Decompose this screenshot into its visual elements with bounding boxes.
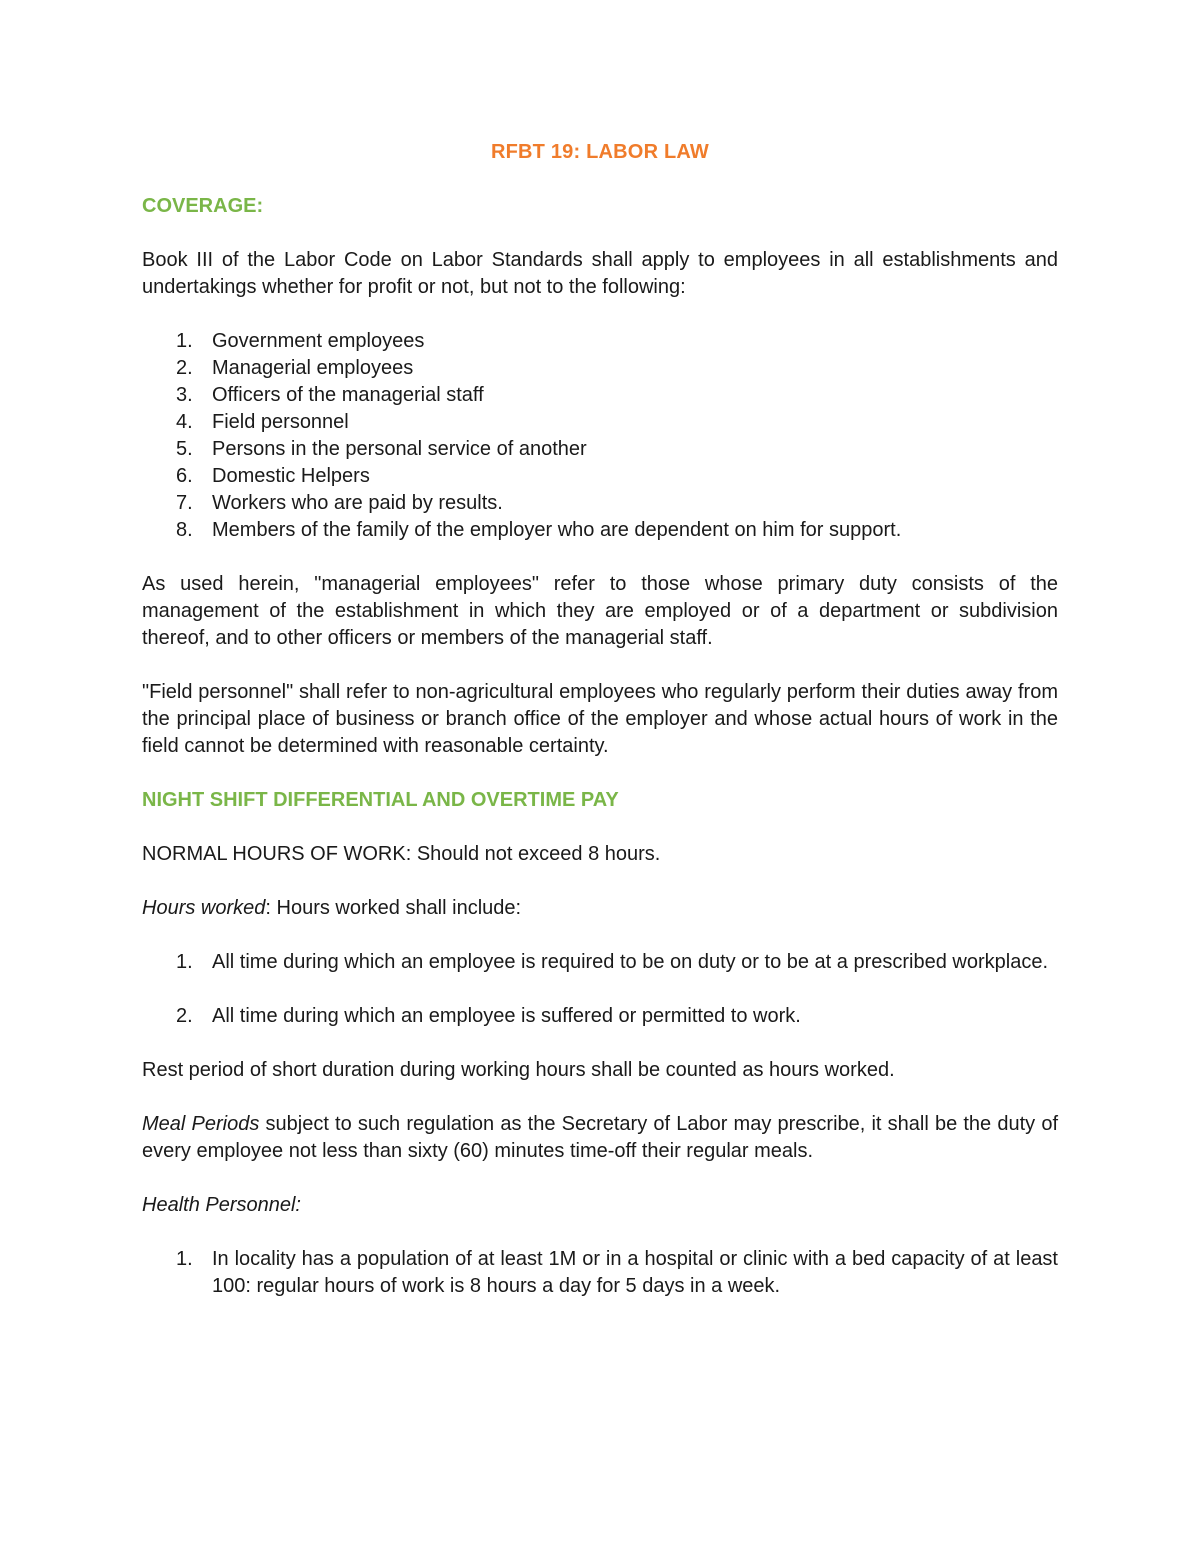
coverage-intro: Book III of the Labor Code on Labor Standards shall apply to employees in all establishments and undertakings whether for profit or not, but not to the following: [142,249,1058,298]
meal-periods-label: Meal Periods [142,1113,260,1135]
list-item: 2. All time during which an employee is suffered or permitted to work. [176,1005,801,1027]
normal-hours: NORMAL HOURS OF WORK: Should not exceed 8 hours. [142,843,661,865]
document-content [142,193,1058,1300]
managerial-definition: As used herein, "managerial employees" refer to those whose primary duty consists of the management of the establishment in which they are employed or of a department or subdivision thereof, and to other officers or members of the managerial staff. [142,573,1058,649]
list-item: 1. Government employees [176,330,425,352]
meal-periods: Meal Periods subject to such regulation as the Secretary of Labor may prescribe, it shall be the duty of every employee not less than sixty (60) minutes time-off their regular meals. [142,1113,1059,1162]
coverage-heading: COVERAGE: [142,195,264,217]
list-item: 1. All time during which an employee is required to be on duty or to be at a prescribed workplace. [176,951,1049,973]
list-item: 1. In locality has a population of at least 1M or in a hospital or clinic with a bed capacity of at least 100: regular hours of work is 8 hours a day for 5 days in a week. [176,1248,1058,1297]
field-personnel-definition: "Field personnel" shall refer to non-agricultural employees who regularly perform their duties away from the principal place of business or branch office of the employer and whose actual hours of work in the field cannot be determined with reasonable certainty. [142,681,1058,757]
list-item: 4. Field personnel [176,411,349,433]
list-item: 3. Officers of the managerial staff [176,384,484,406]
list-item: 2. Managerial employees [176,357,414,379]
list-item: 5. Persons in the personal service of another [176,438,587,460]
exclusion-list [142,328,1058,544]
document-title: RFBT 19: LABOR LAW [490,141,710,163]
night-shift-heading: NIGHT SHIFT DIFFERENTIAL AND OVERTIME PAY [142,789,619,811]
rest-period: Rest period of short duration during working hours shall be counted as hours worked. [142,1059,895,1081]
list-item: 6. Domestic Helpers [176,465,370,487]
list-item: 7. Workers who are paid by results. [176,492,503,514]
health-personnel-list [142,1246,1058,1300]
list-item: 8. Members of the family of the employer who are dependent on him for support. [176,519,902,541]
health-personnel-label: Health Personnel: [142,1194,301,1216]
hours-worked-label: Hours worked [142,897,266,919]
hours-worked-intro: Hours worked: Hours worked shall include: [142,897,522,919]
hours-worked-list [142,949,1058,1030]
